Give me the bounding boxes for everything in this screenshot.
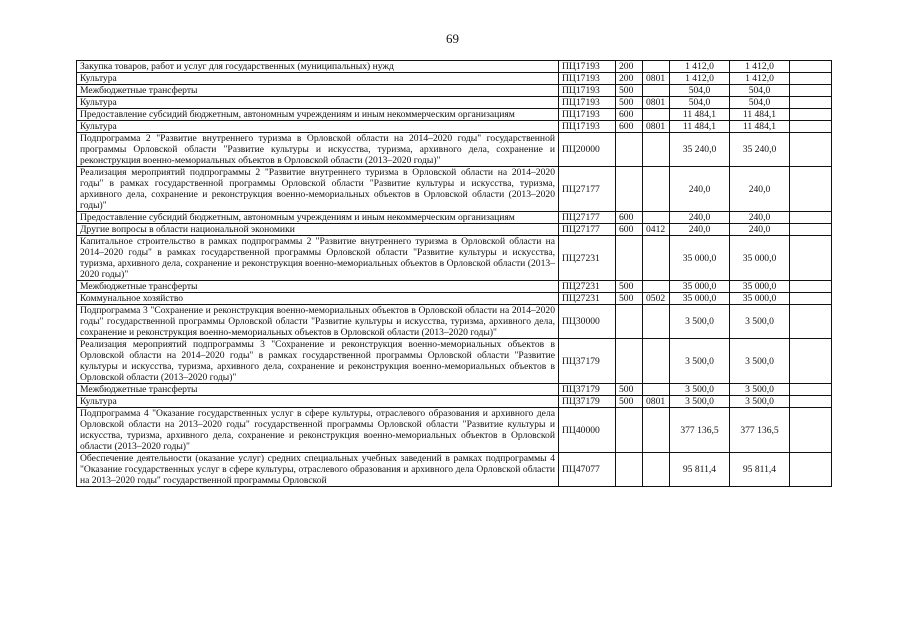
row-note	[790, 281, 832, 293]
row-expense-type: 200	[616, 61, 643, 73]
table-row	[77, 109, 832, 121]
row-section-code	[643, 281, 670, 293]
row-amount-2: 240,0	[730, 224, 790, 236]
page-number: 69	[446, 31, 459, 46]
row-section-code: 0801	[643, 396, 670, 408]
row-target-code: ПЦ17193	[559, 61, 616, 73]
row-name: Межбюджетные трансферты	[77, 281, 559, 293]
row-amount-2: 240,0	[730, 167, 790, 212]
row-amount-2: 240,0	[730, 212, 790, 224]
row-target-code: ПЦ37179	[559, 384, 616, 396]
row-note	[790, 212, 832, 224]
row-name: Другие вопросы в области национальной экономики	[77, 224, 559, 236]
row-name: Подпрограмма 3 "Сохранение и реконструкция военно-мемориальных объектов в Орловской области на 2014–2020 годы" государственной программы Орловской области "Развитие культуры и искусства, туризма, архивного дела, сохранение и реконструкция военно-мемориальных объектов в Орловской области (2013–2020 годы)"	[77, 305, 559, 339]
row-name: Капитальное строительство в рамках подпрограммы 2 "Развитие внутреннего туризма в Орловской области на 2014–2020 годы" в рамках государственной программы Орловской области "Развитие культуры и искусства, туризма, архивного дела, сохранение и реконструкция военно-мемориальных объектов в Орловской области (2013–2020 годы)"	[77, 236, 559, 281]
table-row	[77, 224, 832, 236]
row-amount-1: 240,0	[670, 167, 730, 212]
row-note	[790, 61, 832, 73]
row-amount-2: 3 500,0	[730, 384, 790, 396]
budget-table	[76, 60, 832, 487]
row-expense-type: 500	[616, 384, 643, 396]
row-target-code: ПЦ27231	[559, 281, 616, 293]
row-expense-type: 500	[616, 396, 643, 408]
row-section-code: 0502	[643, 293, 670, 305]
row-amount-1: 3 500,0	[670, 339, 730, 384]
row-amount-1: 240,0	[670, 224, 730, 236]
row-note	[790, 167, 832, 212]
row-amount-2: 35 000,0	[730, 281, 790, 293]
row-amount-1: 35 000,0	[670, 293, 730, 305]
row-amount-1: 504,0	[670, 85, 730, 97]
row-expense-type: 500	[616, 281, 643, 293]
row-amount-1: 3 500,0	[670, 396, 730, 408]
table-row	[77, 212, 832, 224]
row-amount-1: 11 484,1	[670, 109, 730, 121]
row-amount-1: 35 000,0	[670, 236, 730, 281]
row-note	[790, 236, 832, 281]
row-expense-type	[616, 305, 643, 339]
row-expense-type	[616, 167, 643, 212]
row-name: Подпрограмма 2 "Развитие внутреннего туризма в Орловской области на 2014–2020 годы" государственной программы Орловской области "Развитие культуры и искусства, туризма, архивного дела, сохранение и реконструкция военно-мемориальных объектов в Орловской области (2013–2020 годы)"	[77, 133, 559, 167]
table-row	[77, 281, 832, 293]
table-row	[77, 85, 832, 97]
row-name: Закупка товаров, работ и услуг для государственных (муниципальных) нужд	[77, 61, 559, 73]
row-amount-2: 1 412,0	[730, 73, 790, 85]
row-section-code: 0801	[643, 97, 670, 109]
table-row	[77, 133, 832, 167]
row-note	[790, 224, 832, 236]
row-amount-1: 3 500,0	[670, 384, 730, 396]
row-section-code	[643, 85, 670, 97]
table-row	[77, 396, 832, 408]
row-amount-2: 35 000,0	[730, 236, 790, 281]
row-note	[790, 73, 832, 85]
row-expense-type: 200	[616, 73, 643, 85]
table-row	[77, 121, 832, 133]
row-amount-2: 11 484,1	[730, 121, 790, 133]
row-section-code	[643, 109, 670, 121]
row-target-code: ПЦ17193	[559, 85, 616, 97]
row-note	[790, 109, 832, 121]
row-note	[790, 396, 832, 408]
row-amount-1: 95 811,4	[670, 453, 730, 487]
row-name: Реализация мероприятий подпрограммы 2 "Развитие внутреннего туризма в Орловской области на 2014–2020 годы" в рамках государственной программы Орловской области "Развитие культуры и искусства, туризма, архивного дела, сохранение и реконструкция военно-мемориальных объектов в Орловской области (2013–2020 годы)"	[77, 167, 559, 212]
row-expense-type: 500	[616, 293, 643, 305]
row-section-code: 0412	[643, 224, 670, 236]
row-amount-2: 3 500,0	[730, 396, 790, 408]
table-row	[77, 97, 832, 109]
row-section-code	[643, 453, 670, 487]
row-amount-2: 504,0	[730, 85, 790, 97]
row-note	[790, 339, 832, 384]
row-target-code: ПЦ47077	[559, 453, 616, 487]
row-expense-type: 500	[616, 97, 643, 109]
row-note	[790, 133, 832, 167]
table-row	[77, 73, 832, 85]
table-row	[77, 453, 832, 487]
row-expense-type	[616, 133, 643, 167]
row-target-code: ПЦ17193	[559, 97, 616, 109]
row-amount-1: 1 412,0	[670, 61, 730, 73]
row-target-code: ПЦ37179	[559, 396, 616, 408]
row-note	[790, 305, 832, 339]
row-name: Культура	[77, 73, 559, 85]
row-name: Культура	[77, 121, 559, 133]
row-section-code	[643, 61, 670, 73]
table-row	[77, 339, 832, 384]
row-name: Предоставление субсидий бюджетным, автономным учреждениям и иным некоммерческим организациям	[77, 109, 559, 121]
table-row	[77, 236, 832, 281]
row-note	[790, 453, 832, 487]
row-amount-1: 35 000,0	[670, 281, 730, 293]
row-target-code: ПЦ27177	[559, 212, 616, 224]
table-row	[77, 408, 832, 453]
row-note	[790, 85, 832, 97]
row-section-code: 0801	[643, 73, 670, 85]
row-amount-1: 3 500,0	[670, 305, 730, 339]
row-section-code	[643, 339, 670, 384]
row-section-code: 0801	[643, 121, 670, 133]
row-target-code: ПЦ27231	[559, 293, 616, 305]
row-amount-1: 35 240,0	[670, 133, 730, 167]
row-target-code: ПЦ37179	[559, 339, 616, 384]
row-amount-1: 11 484,1	[670, 121, 730, 133]
row-name: Культура	[77, 97, 559, 109]
row-expense-type: 600	[616, 224, 643, 236]
row-target-code: ПЦ17193	[559, 73, 616, 85]
row-section-code	[643, 236, 670, 281]
row-note	[790, 408, 832, 453]
table-row	[77, 384, 832, 396]
table-row	[77, 305, 832, 339]
row-name: Предоставление субсидий бюджетным, автономным учреждениям и иным некоммерческим организациям	[77, 212, 559, 224]
row-section-code	[643, 305, 670, 339]
row-expense-type: 500	[616, 85, 643, 97]
row-name: Коммунальное хозяйство	[77, 293, 559, 305]
row-target-code: ПЦ27231	[559, 236, 616, 281]
row-name: Культура	[77, 396, 559, 408]
row-expense-type	[616, 408, 643, 453]
row-target-code: ПЦ17193	[559, 121, 616, 133]
row-amount-2: 377 136,5	[730, 408, 790, 453]
row-amount-1: 240,0	[670, 212, 730, 224]
row-expense-type	[616, 453, 643, 487]
row-amount-1: 1 412,0	[670, 73, 730, 85]
row-section-code	[643, 408, 670, 453]
row-amount-2: 95 811,4	[730, 453, 790, 487]
row-target-code: ПЦ30000	[559, 305, 616, 339]
row-note	[790, 384, 832, 396]
row-name: Межбюджетные трансферты	[77, 85, 559, 97]
row-expense-type: 600	[616, 212, 643, 224]
row-name: Межбюджетные трансферты	[77, 384, 559, 396]
row-amount-2: 1 412,0	[730, 61, 790, 73]
row-target-code: ПЦ20000	[559, 133, 616, 167]
row-section-code	[643, 384, 670, 396]
row-amount-2: 3 500,0	[730, 339, 790, 384]
row-target-code: ПЦ17193	[559, 109, 616, 121]
row-amount-2: 504,0	[730, 97, 790, 109]
row-amount-2: 11 484,1	[730, 109, 790, 121]
row-note	[790, 97, 832, 109]
row-target-code: ПЦ27177	[559, 224, 616, 236]
row-section-code	[643, 212, 670, 224]
row-amount-2: 3 500,0	[730, 305, 790, 339]
row-expense-type	[616, 339, 643, 384]
table-row	[77, 167, 832, 212]
row-amount-2: 35 240,0	[730, 133, 790, 167]
row-amount-1: 377 136,5	[670, 408, 730, 453]
row-name: Реализация мероприятий подпрограммы 3 "Сохранение и реконструкция военно-мемориальных объектов в Орловской области на 2014–2020 годы" в рамках государственной программы Орловской области "Развитие культуры и искусства, туризма, архивного дела, сохранение и реконструкция военно-мемориальных объектов в Орловской области (2013–2020 годы)"	[77, 339, 559, 384]
row-expense-type: 600	[616, 121, 643, 133]
row-amount-1: 504,0	[670, 97, 730, 109]
row-note	[790, 293, 832, 305]
row-name: Подпрограмма 4 "Оказание государственных услуг в сфере культуры, отраслевого образования и архивного дела Орловской области на 2013–2020 годы" государственной программы Орловской области "Развитие культуры и искусства, туризма, архивного дела, сохранение и реконструкция военно-мемориальных объектов в Орловской области (2013–2020 годы)"	[77, 408, 559, 453]
row-expense-type: 600	[616, 109, 643, 121]
row-name: Обеспечение деятельности (оказание услуг) средних специальных учебных заведений в рамках подпрограммы 4 "Оказание государственных услуг в сфере культуры, отраслевого образования и архивного дела Орловской области на 2013–2020 годы" государственной программы Орловской	[77, 453, 559, 487]
table-row	[77, 61, 832, 73]
row-amount-2: 35 000,0	[730, 293, 790, 305]
row-section-code	[643, 133, 670, 167]
row-target-code: ПЦ40000	[559, 408, 616, 453]
row-target-code: ПЦ27177	[559, 167, 616, 212]
row-section-code	[643, 167, 670, 212]
table-row	[77, 293, 832, 305]
row-note	[790, 121, 832, 133]
row-expense-type	[616, 236, 643, 281]
